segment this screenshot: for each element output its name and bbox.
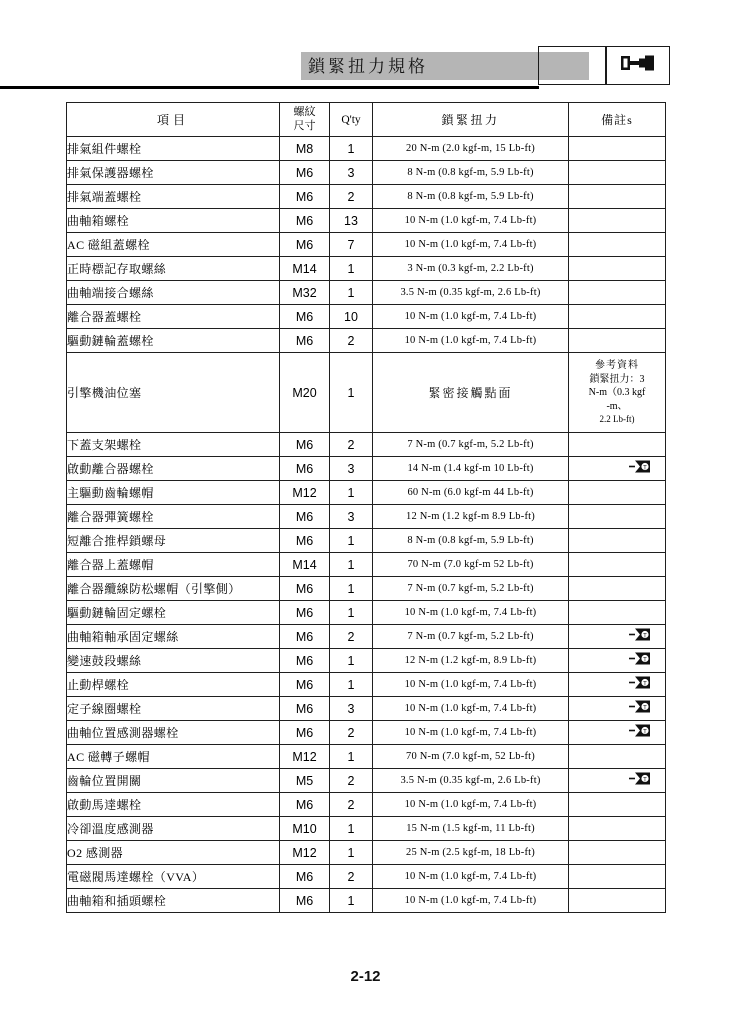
cell-torque-value: 70 N-m (7.0 kgf-m, 52 Lb-ft) — [373, 745, 569, 769]
svg-text:T: T — [643, 704, 647, 711]
cell-item-name: 啟動離合器螺栓 — [67, 457, 280, 481]
cell-remarks — [569, 697, 666, 721]
cell-quantity: 3 — [330, 161, 373, 185]
table-row — [67, 233, 666, 257]
cell-thread-size: M6 — [280, 433, 330, 457]
cell-remarks — [569, 889, 666, 913]
torque-wrench-icon — [618, 52, 658, 79]
cell-quantity: 1 — [330, 601, 373, 625]
cell-remarks — [569, 745, 666, 769]
cell-quantity: 1 — [330, 841, 373, 865]
cell-torque-value: 10 N-m (1.0 kgf-m, 7.4 Lb-ft) — [373, 601, 569, 625]
cell-thread-size: M6 — [280, 185, 330, 209]
cell-torque-value: 10 N-m (1.0 kgf-m, 7.4 Lb-ft) — [373, 209, 569, 233]
cell-quantity: 1 — [330, 529, 373, 553]
remark-marker-icon — [569, 652, 665, 665]
column-header-item: 項目 — [67, 103, 280, 137]
cell-thread-size: M6 — [280, 329, 330, 353]
cell-quantity: 10 — [330, 305, 373, 329]
cell-thread-size: M12 — [280, 481, 330, 505]
cell-quantity: 1 — [330, 281, 373, 305]
cell-remarks — [569, 673, 666, 697]
cell-remarks — [569, 305, 666, 329]
cell-thread-size: M6 — [280, 233, 330, 257]
cell-item-name: AC 磁組蓋螺栓 — [67, 233, 280, 257]
cell-thread-size: M6 — [280, 601, 330, 625]
cell-quantity: 2 — [330, 329, 373, 353]
remark-marker-icon — [569, 772, 665, 785]
cell-item-name: O2 感測器 — [67, 841, 280, 865]
cell-quantity: 1 — [330, 353, 373, 433]
cell-remarks — [569, 841, 666, 865]
cell-thread-size: M6 — [280, 529, 330, 553]
cell-quantity: 1 — [330, 553, 373, 577]
cell-torque-value: 8 N-m (0.8 kgf-m, 5.9 Lb-ft) — [373, 529, 569, 553]
torque-spec-table — [66, 102, 666, 913]
cell-item-name: 離合器蓋螺栓 — [67, 305, 280, 329]
header-blank-box — [538, 46, 606, 85]
remark-note-line5: 2.2 Lb-ft) — [599, 414, 635, 425]
cell-item-name: 短離合推桿鎖螺母 — [67, 529, 280, 553]
table-row — [67, 601, 666, 625]
remark-note-line4: -m、 — [606, 400, 628, 412]
cell-item-name: 啟動馬達螺栓 — [67, 793, 280, 817]
cell-thread-size: M6 — [280, 865, 330, 889]
cell-quantity: 1 — [330, 889, 373, 913]
cell-remarks — [569, 529, 666, 553]
cell-thread-size: M6 — [280, 721, 330, 745]
cell-item-name: 曲軸位置感測器螺栓 — [67, 721, 280, 745]
cell-quantity: 7 — [330, 233, 373, 257]
cell-remarks — [569, 433, 666, 457]
table-row — [67, 305, 666, 329]
cell-quantity: 1 — [330, 649, 373, 673]
cell-remarks — [569, 793, 666, 817]
cell-item-name: 曲軸端接合螺絲 — [67, 281, 280, 305]
column-header-qty: Q'ty — [330, 103, 373, 137]
cell-thread-size: M6 — [280, 673, 330, 697]
cell-torque-value: 10 N-m (1.0 kgf-m, 7.4 Lb-ft) — [373, 329, 569, 353]
thread-header-line1: 螺紋 — [293, 105, 316, 118]
cell-torque-value: 12 N-m (1.2 kgf-m 8.9 Lb-ft) — [373, 505, 569, 529]
thread-header-line2: 尺寸 — [293, 119, 316, 132]
cell-item-name: AC 磁轉子螺帽 — [67, 745, 280, 769]
cell-torque-value: 7 N-m (0.7 kgf-m, 5.2 Lb-ft) — [373, 577, 569, 601]
cell-thread-size: M14 — [280, 553, 330, 577]
cell-quantity: 2 — [330, 769, 373, 793]
cell-torque-value: 10 N-m (1.0 kgf-m, 7.4 Lb-ft) — [373, 305, 569, 329]
table-row — [67, 137, 666, 161]
svg-text:T: T — [643, 656, 647, 663]
cell-item-name: 電磁閥馬達螺栓（VVA） — [67, 865, 280, 889]
cell-remarks — [569, 769, 666, 793]
cell-quantity: 1 — [330, 745, 373, 769]
cell-item-name: 變速鼓段螺絲 — [67, 649, 280, 673]
cell-torque-value: 10 N-m (1.0 kgf-m, 7.4 Lb-ft) — [373, 721, 569, 745]
cell-thread-size: M6 — [280, 649, 330, 673]
table-row — [67, 865, 666, 889]
cell-quantity: 1 — [330, 481, 373, 505]
cell-torque-value: 10 N-m (1.0 kgf-m, 7.4 Lb-ft) — [373, 889, 569, 913]
svg-text:T: T — [643, 464, 647, 471]
cell-torque-value: 20 N-m (2.0 kgf-m, 15 Lb-ft) — [373, 137, 569, 161]
table-row — [67, 769, 666, 793]
cell-torque-value: 3.5 N-m (0.35 kgf-m, 2.6 Lb-ft) — [373, 769, 569, 793]
cell-thread-size: M6 — [280, 305, 330, 329]
cell-thread-size: M6 — [280, 889, 330, 913]
table-row — [67, 209, 666, 233]
cell-item-name: 定子線圈螺栓 — [67, 697, 280, 721]
cell-remarks — [569, 281, 666, 305]
cell-quantity: 1 — [330, 257, 373, 281]
column-header-remarks: 備註s — [569, 103, 666, 137]
table-row — [67, 281, 666, 305]
table-row — [67, 793, 666, 817]
cell-torque-value: 15 N-m (1.5 kgf-m, 11 Lb-ft) — [373, 817, 569, 841]
table-row — [67, 505, 666, 529]
cell-quantity: 3 — [330, 505, 373, 529]
cell-thread-size: M6 — [280, 505, 330, 529]
table-row — [67, 817, 666, 841]
page-title: 鎖緊扭力規格 — [308, 56, 428, 76]
cell-item-name: 離合器纜線防松螺帽（引擎側） — [67, 577, 280, 601]
cell-thread-size: M32 — [280, 281, 330, 305]
cell-quantity: 1 — [330, 673, 373, 697]
cell-thread-size: M6 — [280, 577, 330, 601]
cell-thread-size: M6 — [280, 457, 330, 481]
cell-item-name: 離合器上蓋螺帽 — [67, 553, 280, 577]
cell-thread-size: M6 — [280, 161, 330, 185]
cell-thread-size: M12 — [280, 841, 330, 865]
cell-quantity: 2 — [330, 433, 373, 457]
cell-item-name: 排氣組件螺栓 — [67, 137, 280, 161]
cell-torque-value: 7 N-m (0.7 kgf-m, 5.2 Lb-ft) — [373, 433, 569, 457]
svg-text:T: T — [643, 680, 647, 687]
cell-quantity: 2 — [330, 793, 373, 817]
cell-item-name: 驅動鏈輪固定螺栓 — [67, 601, 280, 625]
cell-thread-size: M6 — [280, 697, 330, 721]
page-number: 2-12 — [350, 968, 381, 985]
remark-marker-icon — [569, 676, 665, 689]
cell-remarks — [569, 865, 666, 889]
table-body — [67, 137, 666, 913]
cell-torque-value: 25 N-m (2.5 kgf-m, 18 Lb-ft) — [373, 841, 569, 865]
remark-marker-icon — [569, 628, 665, 641]
cell-item-name: 驅動鏈輪蓋螺栓 — [67, 329, 280, 353]
remark-marker-icon — [569, 700, 665, 713]
cell-torque-value: 12 N-m (1.2 kgf-m, 8.9 Lb-ft) — [373, 649, 569, 673]
cell-remarks — [569, 577, 666, 601]
cell-remarks — [569, 185, 666, 209]
cell-item-name: 曲軸箱螺栓 — [67, 209, 280, 233]
cell-item-name: 引擎機油位塞 — [67, 353, 280, 433]
svg-text:T: T — [643, 728, 647, 735]
cell-torque-value: 緊密接觸點面 — [373, 353, 569, 433]
cell-quantity: 2 — [330, 625, 373, 649]
cell-quantity: 1 — [330, 577, 373, 601]
cell-remarks — [569, 257, 666, 281]
remark-marker-icon — [569, 460, 665, 473]
remark-reference-note — [569, 357, 665, 427]
cell-torque-value: 10 N-m (1.0 kgf-m, 7.4 Lb-ft) — [373, 233, 569, 257]
remark-note-line1: 參考資料 — [595, 360, 639, 372]
table-row — [67, 745, 666, 769]
table-row — [67, 697, 666, 721]
cell-item-name: 曲軸箱和插頭螺栓 — [67, 889, 280, 913]
cell-thread-size: M10 — [280, 817, 330, 841]
header-icon-box — [606, 46, 670, 85]
table-row — [67, 889, 666, 913]
svg-text:T: T — [643, 776, 647, 783]
cell-remarks — [569, 625, 666, 649]
cell-item-name: 正時標記存取螺絲 — [67, 257, 280, 281]
remark-marker-icon — [569, 724, 665, 737]
table-row — [67, 529, 666, 553]
column-header-thread-size — [280, 103, 330, 137]
table-row — [67, 721, 666, 745]
table-row — [67, 433, 666, 457]
column-header-torque: 鎖緊扭力 — [373, 103, 569, 137]
cell-quantity: 1 — [330, 137, 373, 161]
cell-item-name: 止動桿螺栓 — [67, 673, 280, 697]
cell-torque-value: 10 N-m (1.0 kgf-m, 7.4 Lb-ft) — [373, 865, 569, 889]
cell-quantity: 3 — [330, 697, 373, 721]
cell-remarks — [569, 505, 666, 529]
cell-item-name: 主驅動齒輪螺帽 — [67, 481, 280, 505]
cell-remarks — [569, 721, 666, 745]
cell-remarks — [569, 601, 666, 625]
cell-quantity: 2 — [330, 865, 373, 889]
cell-thread-size: M6 — [280, 209, 330, 233]
cell-torque-value: 3.5 N-m (0.35 kgf-m, 2.6 Lb-ft) — [373, 281, 569, 305]
cell-torque-value: 60 N-m (6.0 kgf-m 44 Lb-ft) — [373, 481, 569, 505]
cell-item-name: 下蓋支架螺栓 — [67, 433, 280, 457]
table-row — [67, 625, 666, 649]
cell-torque-value: 7 N-m (0.7 kgf-m, 5.2 Lb-ft) — [373, 625, 569, 649]
cell-quantity: 2 — [330, 721, 373, 745]
cell-thread-size: M6 — [280, 625, 330, 649]
cell-torque-value: 70 N-m (7.0 kgf-m 52 Lb-ft) — [373, 553, 569, 577]
table-header — [67, 103, 666, 137]
cell-remarks — [569, 553, 666, 577]
page-header — [0, 0, 731, 96]
table-row — [67, 481, 666, 505]
cell-torque-value: 10 N-m (1.0 kgf-m, 7.4 Lb-ft) — [373, 697, 569, 721]
cell-thread-size: M14 — [280, 257, 330, 281]
cell-item-name: 曲軸箱軸承固定螺絲 — [67, 625, 280, 649]
table-row — [67, 161, 666, 185]
table-row — [67, 841, 666, 865]
table-row — [67, 185, 666, 209]
cell-remarks — [569, 457, 666, 481]
cell-thread-size: M5 — [280, 769, 330, 793]
table-row — [67, 257, 666, 281]
cell-torque-value: 8 N-m (0.8 kgf-m, 5.9 Lb-ft) — [373, 161, 569, 185]
cell-remarks — [569, 233, 666, 257]
cell-thread-size: M12 — [280, 745, 330, 769]
remark-note-line2: 鎖緊扭力：3 — [589, 373, 645, 385]
svg-text:T: T — [643, 632, 647, 639]
cell-item-name: 排氣保護器螺栓 — [67, 161, 280, 185]
table-row — [67, 673, 666, 697]
cell-torque-value: 10 N-m (1.0 kgf-m, 7.4 Lb-ft) — [373, 673, 569, 697]
table-row — [67, 553, 666, 577]
cell-item-name: 齒輪位置開關 — [67, 769, 280, 793]
table-row — [67, 353, 666, 433]
cell-item-name: 離合器彈簧螺栓 — [67, 505, 280, 529]
remark-note-line3: N-m（0.3 kgf — [588, 387, 646, 399]
cell-quantity: 1 — [330, 817, 373, 841]
cell-remarks — [569, 161, 666, 185]
cell-remarks — [569, 817, 666, 841]
table-row — [67, 577, 666, 601]
header-divider-rule — [0, 86, 539, 89]
cell-thread-size: M8 — [280, 137, 330, 161]
cell-remarks — [569, 649, 666, 673]
cell-thread-size: M6 — [280, 793, 330, 817]
cell-item-name: 冷卻溫度感測器 — [67, 817, 280, 841]
cell-remarks — [569, 329, 666, 353]
table-row — [67, 649, 666, 673]
cell-remarks — [569, 353, 666, 433]
cell-item-name: 排氣端蓋螺栓 — [67, 185, 280, 209]
cell-quantity: 13 — [330, 209, 373, 233]
table-row — [67, 329, 666, 353]
table-row — [67, 457, 666, 481]
cell-remarks — [569, 481, 666, 505]
cell-remarks — [569, 209, 666, 233]
cell-torque-value: 10 N-m (1.0 kgf-m, 7.4 Lb-ft) — [373, 793, 569, 817]
cell-quantity: 2 — [330, 185, 373, 209]
table-header-row — [67, 103, 666, 137]
cell-remarks — [569, 137, 666, 161]
cell-torque-value: 8 N-m (0.8 kgf-m, 5.9 Lb-ft) — [373, 185, 569, 209]
cell-quantity: 3 — [330, 457, 373, 481]
cell-torque-value: 14 N-m (1.4 kgf-m 10 Lb-ft) — [373, 457, 569, 481]
cell-torque-value: 3 N-m (0.3 kgf-m, 2.2 Lb-ft) — [373, 257, 569, 281]
cell-thread-size: M20 — [280, 353, 330, 433]
